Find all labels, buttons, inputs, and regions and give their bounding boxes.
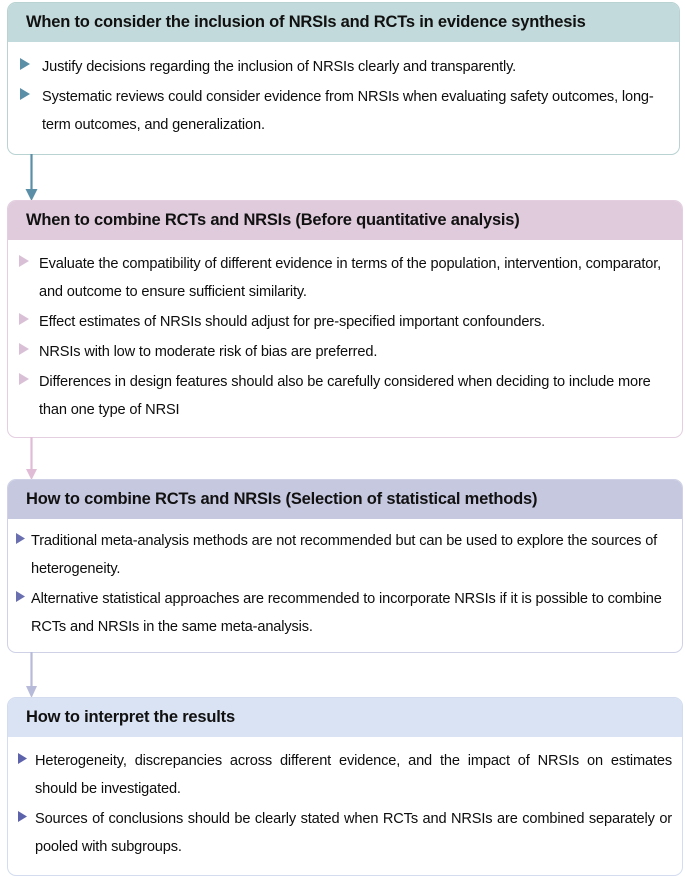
triangle-bullet-icon [20,83,40,100]
list-item [19,307,672,337]
list-item-text: Traditional meta-analysis methods are not recommended but can be used to explore the sources of heterogeneity. [31,532,658,577]
list-item [19,367,672,425]
triangle-bullet-icon [19,308,39,325]
triangle-bullet-icon [18,805,35,822]
list-item-text: Differences in design features should also be carefully considered when deciding to include more than one type of NRSI [39,373,651,418]
list-item [18,804,672,862]
down-arrow-icon [22,652,48,699]
list-item-text: Heterogeneity, discrepancies across different evidence, and the impact of NRSIs on estimates should be investigated. [35,752,672,797]
list-item-text: Justify decisions regarding the inclusion of NRSIs clearly and transparently. [42,58,517,75]
list-item-text: Alternative statistical approaches are recommended to incorporate NRSIs if it is possible to combine RCTs and NRSIs in the same meta-analysis. [31,590,662,635]
list-item [19,249,672,307]
card-consider-body [8,42,679,148]
card-interpret-body [8,737,682,870]
card-consider [7,2,680,155]
card-interpret [7,697,683,876]
list-item [16,526,672,584]
down-arrow-icon [22,437,48,481]
list-item-text: NRSIs with low to moderate risk of bias are preferred. [39,343,378,360]
list-item [20,82,669,140]
triangle-bullet-icon [16,527,31,544]
triangle-bullet-icon [16,585,31,602]
list-item-text: Systematic reviews could consider evidence from NRSIs when evaluating safety outcomes, long-term outcomes, and generalization. [42,88,654,133]
connector-consider-to-when-combine [22,154,48,202]
connector-when-combine-to-how-combine [22,437,48,481]
card-how-combine [7,479,683,653]
list-item [18,746,672,804]
card-how-combine-body [8,519,682,650]
list-item-text: Effect estimates of NRSIs should adjust for pre-specified important confounders. [39,313,546,330]
list-item-text: Sources of conclusions should be clearly stated when RCTs and NRSIs are combined separately or pooled with subgroups. [35,810,672,855]
card-interpret-header: How to interpret the results [8,698,682,737]
card-when-combine-header: When to combine RCTs and NRSIs (Before quantitative analysis) [8,201,682,240]
triangle-bullet-icon [19,250,39,267]
list-item-text: Evaluate the compatibility of different evidence in terms of the population, intervention, comparator, and outcome to ensure sufficient similarity. [39,255,662,300]
triangle-bullet-icon [18,747,35,764]
triangle-bullet-icon [19,368,39,385]
list-item [20,52,669,82]
connector-how-combine-to-interpret [22,652,48,699]
card-consider-header: When to consider the inclusion of NRSIs and RCTs in evidence synthesis [8,3,679,42]
triangle-bullet-icon [19,338,39,355]
list-item [19,337,672,367]
card-when-combine [7,200,683,438]
card-when-combine-body [8,240,682,433]
list-item [16,584,672,642]
triangle-bullet-icon [20,53,40,70]
card-how-combine-header: How to combine RCTs and NRSIs (Selection of statistical methods) [8,480,682,519]
down-arrow-icon [22,154,48,202]
